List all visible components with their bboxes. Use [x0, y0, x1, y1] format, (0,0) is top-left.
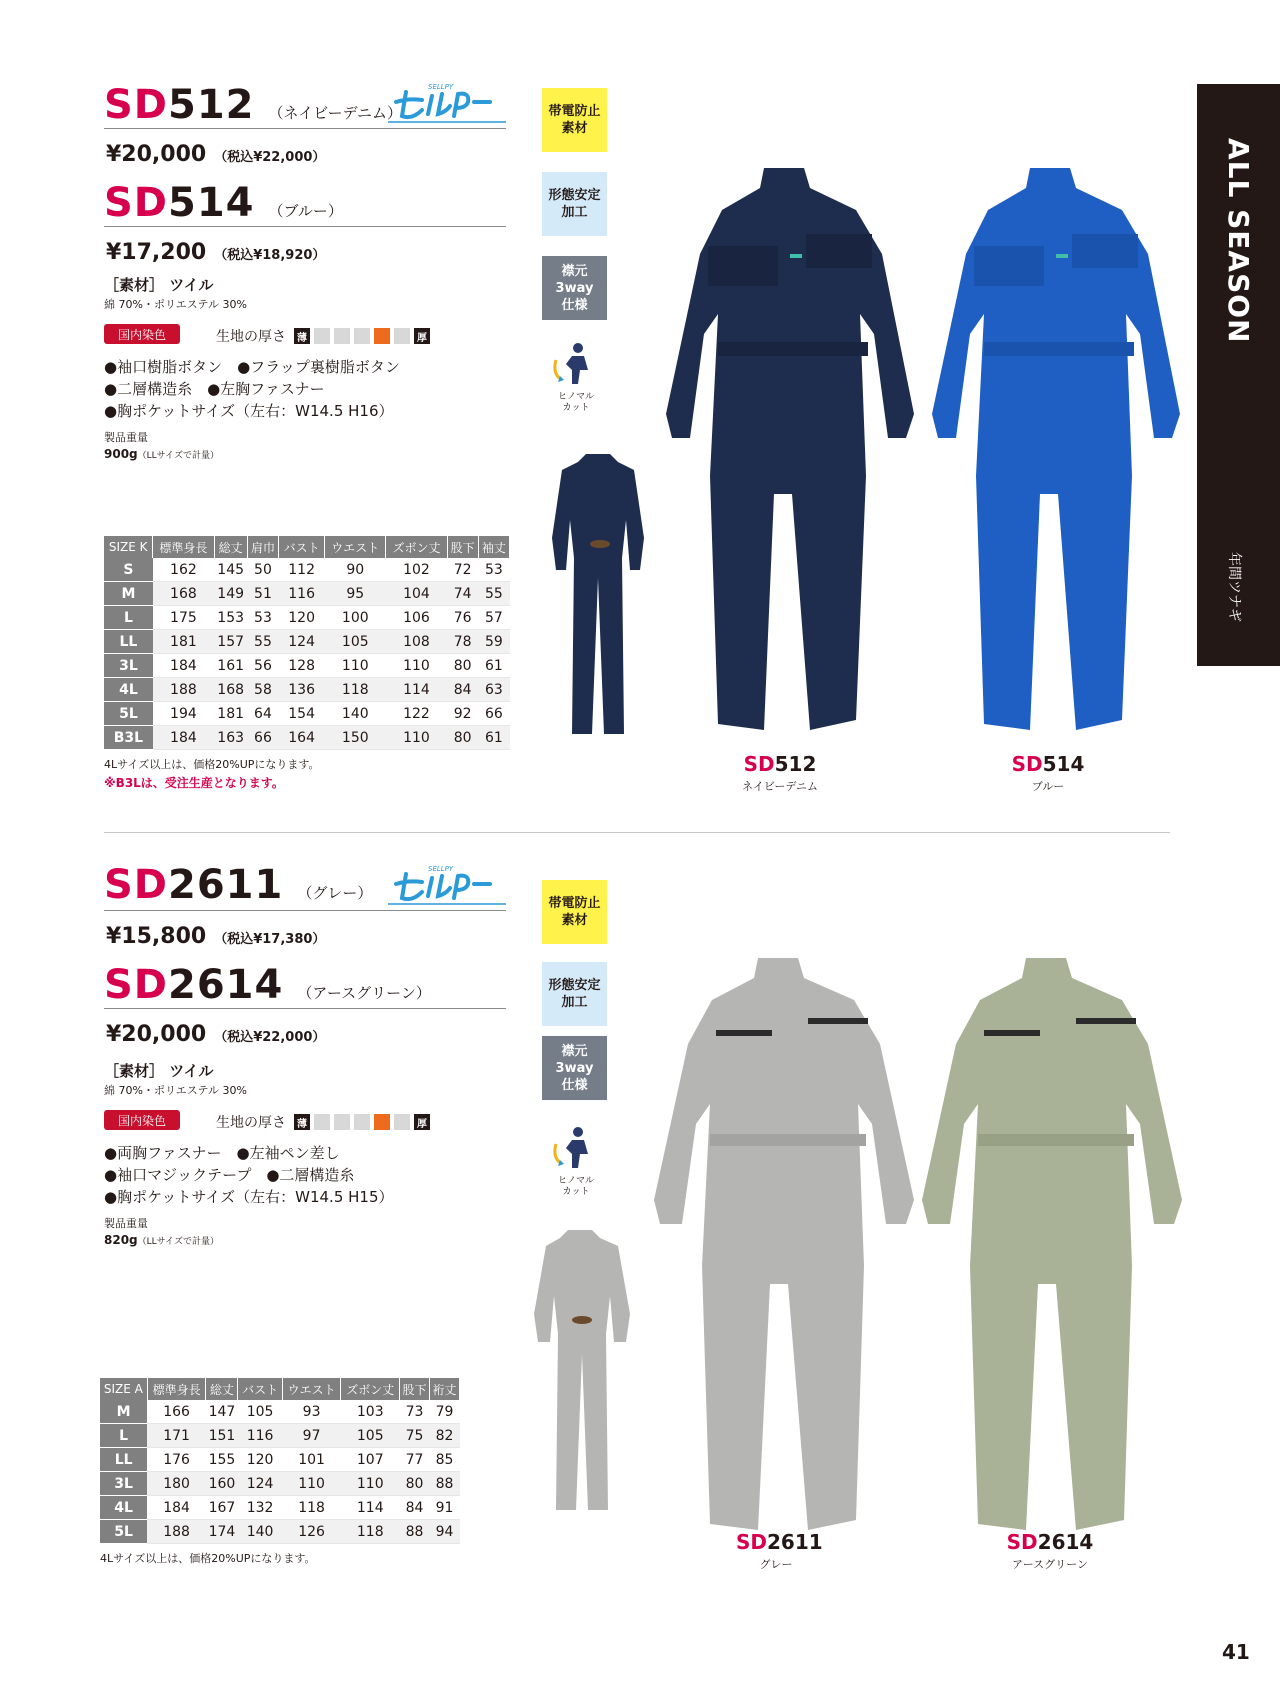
product-weight: 製品重量 900g（LLサイズで計量） [104, 431, 219, 461]
table-cell: 163 [214, 726, 247, 750]
table-cell: 167 [206, 1496, 238, 1520]
caption-sd514: SD514 ブルー [1011, 752, 1085, 793]
hinomaru-cut-icon [550, 340, 598, 388]
table-cell: 100 [325, 606, 386, 630]
table-row [104, 606, 510, 630]
feature-item: ●袖口樹脂ボタン ●フラップ裏樹脂ボタン [104, 358, 400, 376]
product-title: SD 514 （ブルー） [104, 180, 343, 226]
thick-marker: 厚 [414, 1114, 430, 1130]
table-cell: 110 [325, 654, 386, 678]
product-title: SD 2611 （グレー） [104, 862, 373, 908]
caption-sd2611: SD2611 グレー [736, 1530, 823, 1571]
table-cell: 151 [206, 1424, 238, 1448]
size-cell: LL [104, 630, 153, 654]
table-cell: 136 [279, 678, 325, 702]
table-cell: 116 [279, 582, 325, 606]
side-tab [1197, 84, 1280, 666]
table-cell: 106 [386, 606, 447, 630]
collar-3way-tag: 襟元 3way 仕様 [542, 256, 607, 320]
table-row [104, 654, 510, 678]
table-cell: 184 [147, 1496, 206, 1520]
thick-marker: 厚 [414, 328, 430, 344]
table-cell: 168 [214, 678, 247, 702]
table-cell: 124 [238, 1472, 282, 1496]
table-cell: 104 [386, 582, 447, 606]
table-cell: 128 [279, 654, 325, 678]
thickness-step [354, 328, 370, 344]
table-row [104, 726, 510, 750]
table-cell: 168 [153, 582, 214, 606]
feature-list [104, 1142, 394, 1208]
table-cell: 108 [386, 630, 447, 654]
table-cell: 72 [447, 558, 478, 582]
sellpy-logo [388, 862, 506, 908]
table-cell: 181 [214, 702, 247, 726]
fabric-thickness-scale: 生地の厚さ 薄 厚 [216, 326, 434, 346]
table-cell: 88 [430, 1472, 460, 1496]
sd2614-image [912, 954, 1192, 1540]
composition: 綿 70%・ポリエステル 30% [104, 1084, 247, 1097]
table-cell: 95 [325, 582, 386, 606]
table-row [104, 702, 510, 726]
table-cell: 102 [386, 558, 447, 582]
table-cell: 63 [478, 678, 509, 702]
feature-item: ●袖口マジックテープ ●二層構造糸 [104, 1166, 355, 1184]
size-cell: S [104, 558, 153, 582]
product-title: SD 2614 （アースグリーン） [104, 962, 431, 1008]
thin-marker: 薄 [294, 328, 310, 344]
table-cell: 107 [341, 1448, 400, 1472]
table-row [104, 630, 510, 654]
made-to-order-note: ※B3Lは、受注生産となります。 [104, 776, 284, 790]
price-note: 4Lサイズ以上は、価格20%UPになります。 [104, 758, 320, 771]
thickness-step [334, 328, 350, 344]
table-cell: 56 [247, 654, 278, 678]
table-cell: 105 [238, 1400, 282, 1424]
sellpy-small-text: SELLPY [428, 865, 454, 873]
table-cell: 84 [447, 678, 478, 702]
hinomaru-cut-label: ヒノマル カット [558, 392, 594, 413]
thin-marker: 薄 [294, 1114, 310, 1130]
table-cell: 194 [153, 702, 214, 726]
size-cell: 5L [104, 702, 153, 726]
page-number: 41 [1222, 1640, 1250, 1664]
table-cell: 73 [400, 1400, 430, 1424]
table-row [104, 582, 510, 606]
table-cell: 160 [206, 1472, 238, 1496]
shape-stable-tag: 形態安定 加工 [542, 172, 607, 236]
table-cell: 53 [247, 606, 278, 630]
table-cell: 114 [386, 678, 447, 702]
table-cell: 51 [247, 582, 278, 606]
shape-stable-tag: 形態安定 加工 [542, 962, 607, 1026]
domestic-dye-badge: 国内染色 [104, 1110, 180, 1130]
hinomaru-cut-label: ヒノマル カット [558, 1176, 594, 1197]
category-label: 年間ツナギ [1226, 552, 1242, 622]
thickness-step-active [374, 328, 390, 344]
price-note: 4Lサイズ以上は、価格20%UPになります。 [100, 1552, 316, 1565]
table-cell: 64 [247, 702, 278, 726]
size-cell: 4L [100, 1496, 147, 1520]
thickness-step [394, 328, 410, 344]
antistatic-tag: 帯電防止 素材 [542, 880, 607, 944]
table-cell: 85 [430, 1448, 460, 1472]
size-cell: 3L [104, 654, 153, 678]
table-cell: 155 [206, 1448, 238, 1472]
table-cell: 74 [447, 582, 478, 606]
collar-3way-tag: 襟元 3way 仕様 [542, 1036, 607, 1100]
table-cell: 120 [279, 606, 325, 630]
table-cell: 77 [400, 1448, 430, 1472]
size-table: SIZE K 標準身長 総丈 肩巾 バスト ウエスト ズボン丈 股下 袖丈 S 162 145 50 112 90 102 72 53 M 168 149 51 116 95 104 74 55 L 175 153 53 120 100 106 76 57 LL 181 157 55 124 105 108 78 59 3L 184 161 56 128 110 110 80 61 4L 188 168 58 136 118 114 84 63 5L 194 181 64 154 140 122 92 66 B3L 184 163 66 164 150 110 80 61 [104, 536, 510, 750]
size-cell: M [104, 582, 153, 606]
table-cell: 154 [279, 702, 325, 726]
feature-list [104, 356, 400, 422]
table-cell: 66 [478, 702, 509, 726]
table-cell: 150 [325, 726, 386, 750]
product-weight: 製品重量 820g（LLサイズで計量） [104, 1217, 219, 1247]
table-cell: 79 [430, 1400, 460, 1424]
table-cell: 132 [238, 1496, 282, 1520]
sellpy-logo [388, 80, 506, 126]
feature-item: ●胸ポケットサイズ（左右：W14.5 H16） [104, 402, 394, 420]
size-cell: B3L [104, 726, 153, 750]
table-cell: 110 [386, 654, 447, 678]
table-cell: 120 [238, 1448, 282, 1472]
material: ［素材］ ツイル [104, 1062, 214, 1080]
table-cell: 181 [153, 630, 214, 654]
table-cell: 78 [447, 630, 478, 654]
table-cell: 93 [282, 1400, 341, 1424]
table-row [100, 1472, 460, 1496]
table-cell: 175 [153, 606, 214, 630]
table-cell: 114 [341, 1496, 400, 1520]
table-cell: 157 [214, 630, 247, 654]
table-row [104, 678, 510, 702]
domestic-dye-badge: 国内染色 [104, 324, 180, 344]
size-cell: LL [100, 1448, 147, 1472]
price: ¥15,800 （税込¥17,380） [106, 924, 326, 949]
table-row [100, 1424, 460, 1448]
table-cell: 110 [282, 1472, 341, 1496]
price: ¥20,000 （税込¥22,000） [106, 142, 326, 167]
composition: 綿 70%・ポリエステル 30% [104, 298, 247, 311]
table-cell: 110 [341, 1472, 400, 1496]
table-cell: 116 [238, 1424, 282, 1448]
thickness-step-active [374, 1114, 390, 1130]
table-cell: 61 [478, 654, 509, 678]
season-label: ALL SEASON [1222, 138, 1255, 344]
table-cell: 97 [282, 1424, 341, 1448]
table-cell: 184 [153, 654, 214, 678]
table-cell: 66 [247, 726, 278, 750]
table-cell: 50 [247, 558, 278, 582]
table-row [100, 1448, 460, 1472]
sd514-image [926, 164, 1186, 740]
table-cell: 166 [147, 1400, 206, 1424]
table-cell: 122 [386, 702, 447, 726]
size-cell: M [100, 1400, 147, 1424]
sd2611-image [644, 954, 924, 1540]
table-cell: 55 [478, 582, 509, 606]
table-cell: 174 [206, 1520, 238, 1544]
table-cell: 153 [214, 606, 247, 630]
feature-item: ●胸ポケットサイズ（左右：W14.5 H15） [104, 1188, 394, 1206]
table-cell: 91 [430, 1496, 460, 1520]
table-cell: 164 [279, 726, 325, 750]
hinomaru-cut-icon [550, 1124, 598, 1172]
material: ［素材］ ツイル [104, 276, 214, 294]
antistatic-tag: 帯電防止 素材 [542, 88, 607, 152]
table-cell: 110 [386, 726, 447, 750]
caption-sd512: SD512 ネイビーデニム [742, 752, 818, 793]
table-cell: 82 [430, 1424, 460, 1448]
fabric-thickness-scale: 生地の厚さ 薄 厚 [216, 1112, 434, 1132]
table-cell: 88 [400, 1520, 430, 1544]
table-cell: 80 [447, 726, 478, 750]
table-cell: 118 [325, 678, 386, 702]
thickness-step [354, 1114, 370, 1130]
sellpy-small-text: SELLPY [428, 83, 454, 91]
table-cell: 105 [325, 630, 386, 654]
size-cell: L [100, 1424, 147, 1448]
table-cell: 58 [247, 678, 278, 702]
table-cell: 57 [478, 606, 509, 630]
table-cell: 140 [325, 702, 386, 726]
size-cell: 3L [100, 1472, 147, 1496]
table-cell: 112 [279, 558, 325, 582]
table-cell: 90 [325, 558, 386, 582]
table-cell: 55 [247, 630, 278, 654]
product-title: SD 512 （ネイビーデニム） [104, 82, 403, 128]
table-cell: 188 [153, 678, 214, 702]
table-row [100, 1520, 460, 1544]
table-cell: 105 [341, 1424, 400, 1448]
size-cell: 5L [100, 1520, 147, 1544]
feature-item: ●両胸ファスナー ●左袖ペン差し [104, 1144, 340, 1162]
table-cell: 124 [279, 630, 325, 654]
table-cell: 80 [400, 1472, 430, 1496]
table-cell: 75 [400, 1424, 430, 1448]
table-cell: 180 [147, 1472, 206, 1496]
section-divider [104, 832, 1170, 833]
feature-item: ●二層構造糸 ●左胸ファスナー [104, 380, 325, 398]
table-row [100, 1496, 460, 1520]
table-cell: 84 [400, 1496, 430, 1520]
table-row [100, 1400, 460, 1424]
table-cell: 162 [153, 558, 214, 582]
back-view-image [526, 1224, 638, 1514]
table-cell: 92 [447, 702, 478, 726]
table-cell: 53 [478, 558, 509, 582]
table-cell: 147 [206, 1400, 238, 1424]
thickness-step [314, 1114, 330, 1130]
sd512-image [660, 164, 920, 740]
table-cell: 145 [214, 558, 247, 582]
table-cell: 94 [430, 1520, 460, 1544]
table-cell: 61 [478, 726, 509, 750]
table-cell: 184 [153, 726, 214, 750]
thickness-step [394, 1114, 410, 1130]
table-cell: 171 [147, 1424, 206, 1448]
back-view-image [548, 448, 648, 738]
thickness-step [314, 328, 330, 344]
table-cell: 140 [238, 1520, 282, 1544]
table-cell: 103 [341, 1400, 400, 1424]
size-cell: 4L [104, 678, 153, 702]
size-cell: L [104, 606, 153, 630]
table-cell: 118 [341, 1520, 400, 1544]
thickness-step [334, 1114, 350, 1130]
price: ¥17,200 （税込¥18,920） [106, 240, 326, 265]
table-cell: 188 [147, 1520, 206, 1544]
caption-sd2614: SD2614 アースグリーン [1006, 1530, 1094, 1571]
table-cell: 176 [147, 1448, 206, 1472]
table-cell: 76 [447, 606, 478, 630]
table-cell: 149 [214, 582, 247, 606]
table-row [104, 558, 510, 582]
table-cell: 118 [282, 1496, 341, 1520]
table-cell: 161 [214, 654, 247, 678]
table-cell: 126 [282, 1520, 341, 1544]
price: ¥20,000 （税込¥22,000） [106, 1022, 326, 1047]
table-cell: 59 [478, 630, 509, 654]
table-cell: 80 [447, 654, 478, 678]
size-table: SIZE A 標準身長 総丈 バスト ウエスト ズボン丈 股下 裄丈 M 166 147 105 93 103 73 79 L 171 151 116 97 105 75 82 LL 176 155 120 101 107 77 85 3L 180 160 124 110 110 80 88 4L 184 167 132 118 114 84 91 5L 188 174 140 126 118 88 94 [100, 1378, 460, 1544]
table-cell: 101 [282, 1448, 341, 1472]
